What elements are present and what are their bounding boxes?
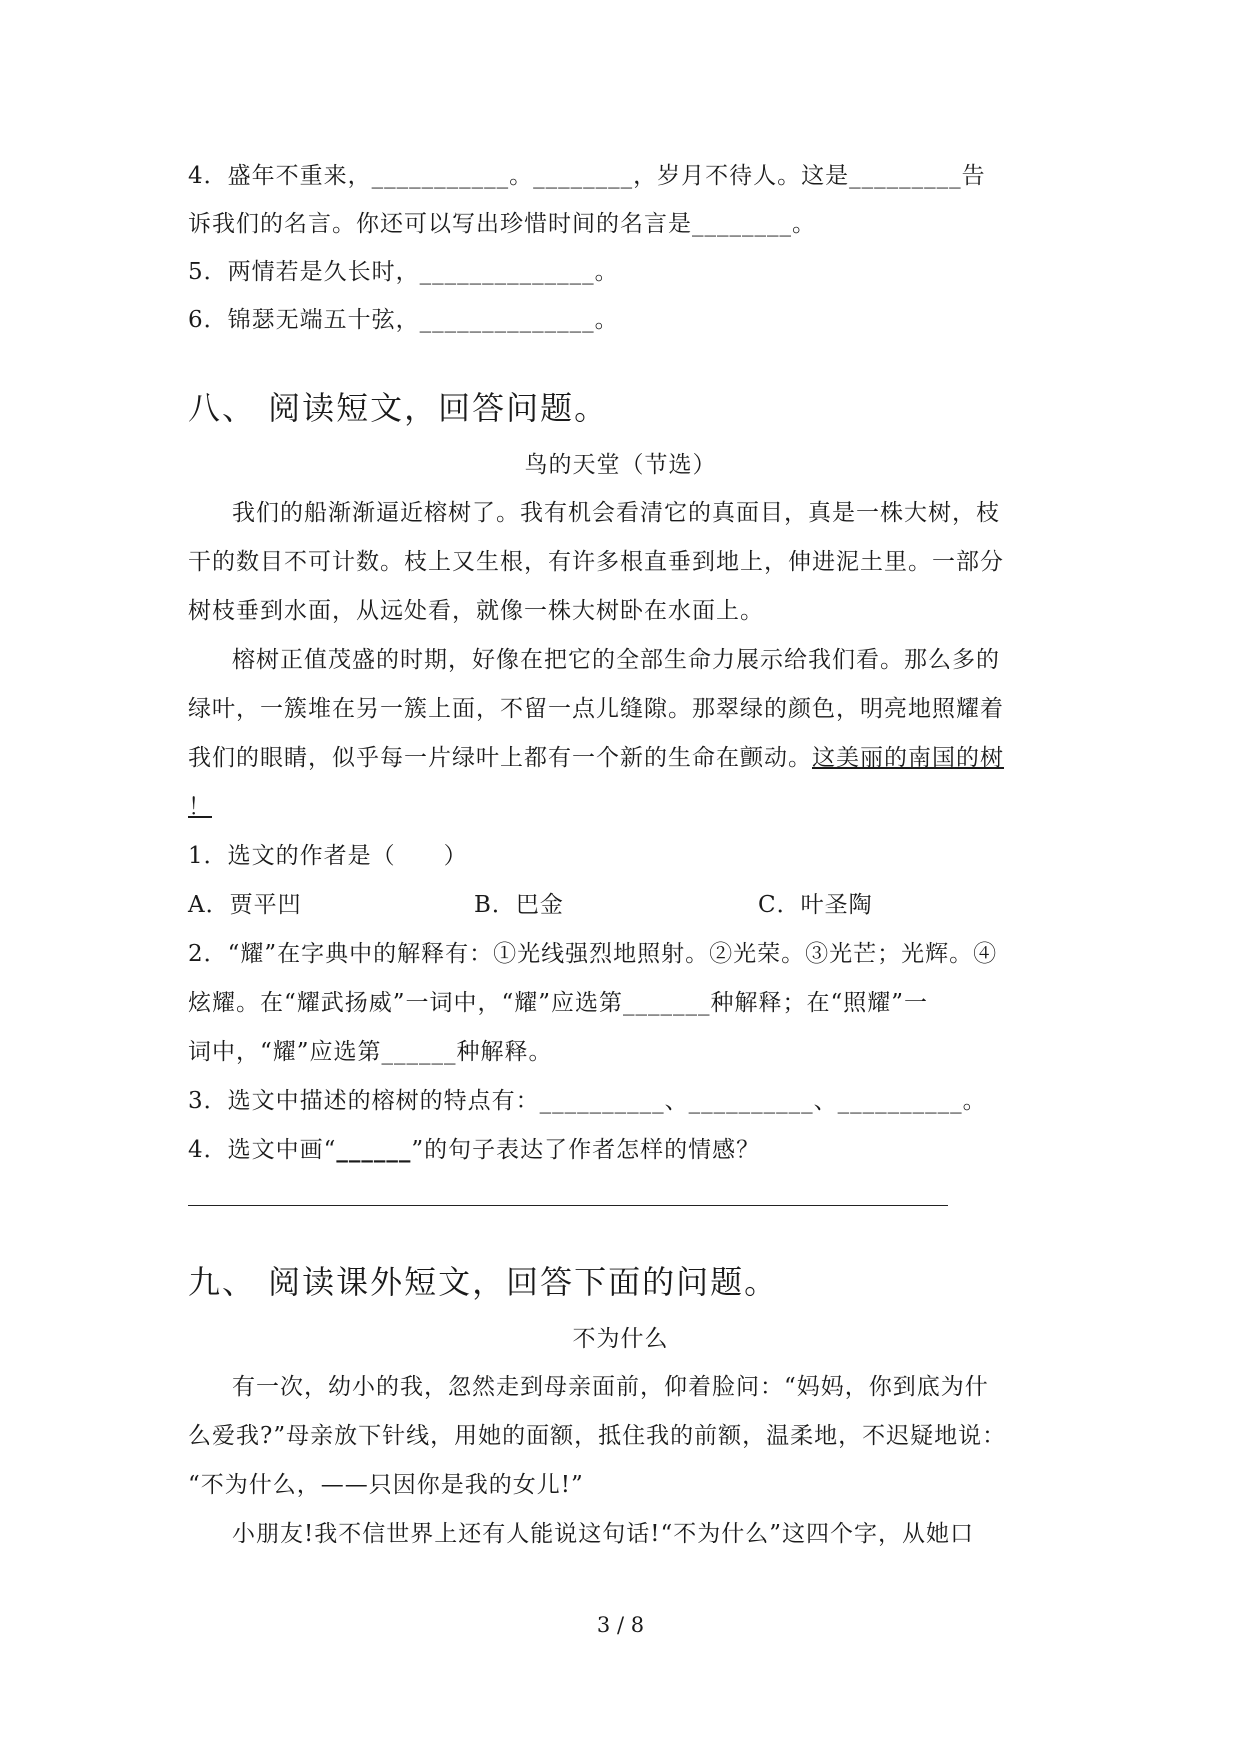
- option-c: C．叶圣陶: [758, 892, 873, 918]
- section-8-passage-title: 鸟的天堂（节选）: [524, 452, 717, 478]
- passage-paragraph-2-line-2: 绿叶，一簇堆在另一簇上面，不留一点儿缝隙。那翠绿的颜色，明亮地照耀着: [188, 696, 1004, 722]
- question-4-line-2: 诉我们的名言。你还可以写出珍惜时间的名言是________。: [188, 211, 816, 237]
- underlined-sentence-end: ！: [188, 794, 212, 820]
- question-5: 5．两情若是久长时，______________。: [188, 259, 619, 285]
- question-6: 6．锦瑟无端五十弦，______________。: [188, 307, 619, 333]
- question-2-line-3: 词中，“耀”应选第______种解释。: [188, 1039, 553, 1065]
- option-b: B．巴金: [474, 892, 564, 918]
- question-4: [188, 1135, 1068, 1165]
- question-3: 3．选文中描述的榕树的特点有：__________、__________、__________。: [188, 1088, 987, 1114]
- passage-9-line-2: 么爱我?”母亲放下针线，用她的面额，抵住我的前额，温柔地，不迟疑地说：: [188, 1423, 1007, 1449]
- passage-text: 我们的眼睛，似乎每一片绿叶上都有一个新的生命在颤动。: [188, 745, 812, 771]
- underline-symbol: ______: [336, 1136, 412, 1163]
- passage-paragraph-2-line-3: [188, 743, 1068, 773]
- underlined-sentence: 这美丽的南国的树: [812, 745, 1004, 771]
- passage-9-line-3: “不为什么，——只因你是我的女儿!”: [188, 1472, 584, 1498]
- passage-9-line-1: 有一次，幼小的我，忽然走到母亲面前，仰着脸问：“妈妈，你到底为什: [232, 1374, 989, 1400]
- question-2-line-2: 炫耀。在“耀武扬威”一词中，“耀”应选第_______种解释；在“照耀”一: [188, 990, 929, 1016]
- question-4-text-start: 4．选文中画“: [188, 1137, 337, 1163]
- section-8-heading: 八、 阅读短文，回答问题。: [188, 389, 609, 427]
- section-9-passage-title: 不为什么: [572, 1326, 669, 1352]
- question-1: 1．选文的作者是（ ）: [188, 843, 468, 869]
- page-number: 3 / 8: [596, 1613, 645, 1637]
- passage-paragraph-2-line-1: 榕树正值茂盛的时期，好像在把它的全部生命力展示给我们看。那么多的: [232, 647, 1000, 673]
- passage-paragraph-1-line-1: 我们的船渐渐逼近榕树了。我有机会看清它的真面目，真是一株大树，枝: [232, 500, 1000, 526]
- question-2-line-1: 2．“耀”在字典中的解释有：①光线强烈地照射。②光荣。③光芒；光辉。④: [188, 941, 998, 967]
- option-a: A．贾平凹: [188, 892, 302, 918]
- section-9-heading: 九、 阅读课外短文，回答下面的问题。: [188, 1263, 779, 1301]
- question-4-line-1: 4．盛年不重来，___________。________，岁月不待人。这是_________告: [188, 163, 986, 189]
- passage-paragraph-1-line-3: 树枝垂到水面，从远处看，就像一株大树卧在水面上。: [188, 598, 764, 624]
- passage-paragraph-2-line-4: [188, 792, 1068, 822]
- question-4-text-end: ”的句子表达了作者怎样的情感？: [411, 1137, 761, 1163]
- answer-line: [188, 1205, 948, 1206]
- passage-9-line-4: 小朋友!我不信世界上还有人能说这句话!“不为什么”这四个字，从她口: [232, 1521, 975, 1547]
- passage-paragraph-1-line-2: 干的数目不可计数。枝上又生根，有许多根直垂到地上，伸进泥土里。一部分: [188, 549, 1004, 575]
